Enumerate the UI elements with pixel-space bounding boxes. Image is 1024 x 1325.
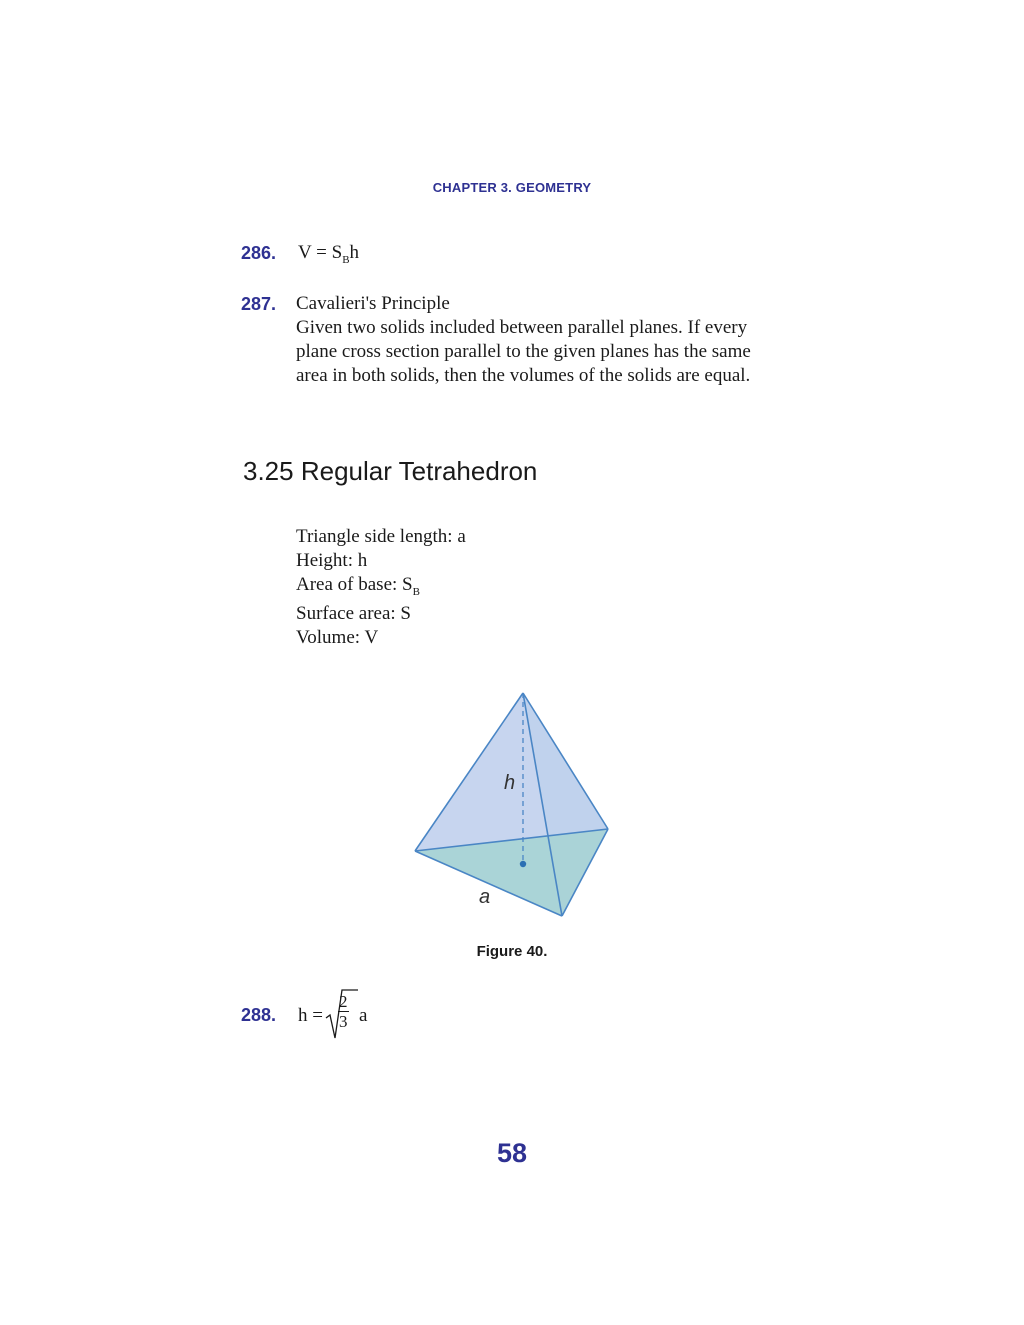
formula-286-lhs: V [298,242,312,263]
cavalieri-line-2: plane cross section parallel to the given planes has the same [296,341,751,362]
fraction-denominator: 3 [339,1012,348,1031]
cavalieri-title: Cavalieri's Principle [296,293,450,314]
formula-286-sub: B [342,254,350,266]
formula-286-eq: = [316,242,327,263]
tetrahedron-figure [405,682,620,927]
page-number: 58 [496,1138,528,1168]
def-base-sub: B [412,586,420,598]
formula-288-eq: = [312,1005,323,1026]
base-center-point [520,861,526,867]
def-base [296,573,466,599]
formula-288-a: a [359,1005,368,1026]
cavalieri-block [296,292,796,388]
formula-286 [298,241,359,267]
def-surface: Surface area: S [296,603,411,624]
cavalieri-line-3: area in both solids, then the volumes of the solids are equal. [296,365,751,386]
label-a: a [479,886,491,908]
figure-caption: Figure 40. [476,943,548,960]
formula-288-h: h [298,1005,308,1026]
formula-286-h: h [349,242,360,263]
definitions-list [296,525,466,650]
def-base-s: S [402,574,413,595]
formula-288-lhs [298,1004,323,1028]
formula-286-s: S [331,242,343,263]
def-base-prefix: Area of base: [296,574,403,595]
section-title: 3.25 Regular Tetrahedron [243,456,538,486]
label-h: h [504,772,516,794]
fraction-numerator: 2 [339,992,348,1011]
item-number-287: 287. [241,294,277,314]
def-height: Height: h [296,550,368,571]
def-side: Triangle side length: a [296,526,466,547]
def-volume: Volume: V [296,627,379,648]
chapter-header: CHAPTER 3. GEOMETRY [432,180,592,195]
cavalieri-line-1: Given two solids included between parallel planes. If every [296,317,748,338]
item-number-286: 286. [241,243,277,263]
fraction-two-thirds [338,992,349,1031]
item-number-288: 288. [241,1005,277,1025]
